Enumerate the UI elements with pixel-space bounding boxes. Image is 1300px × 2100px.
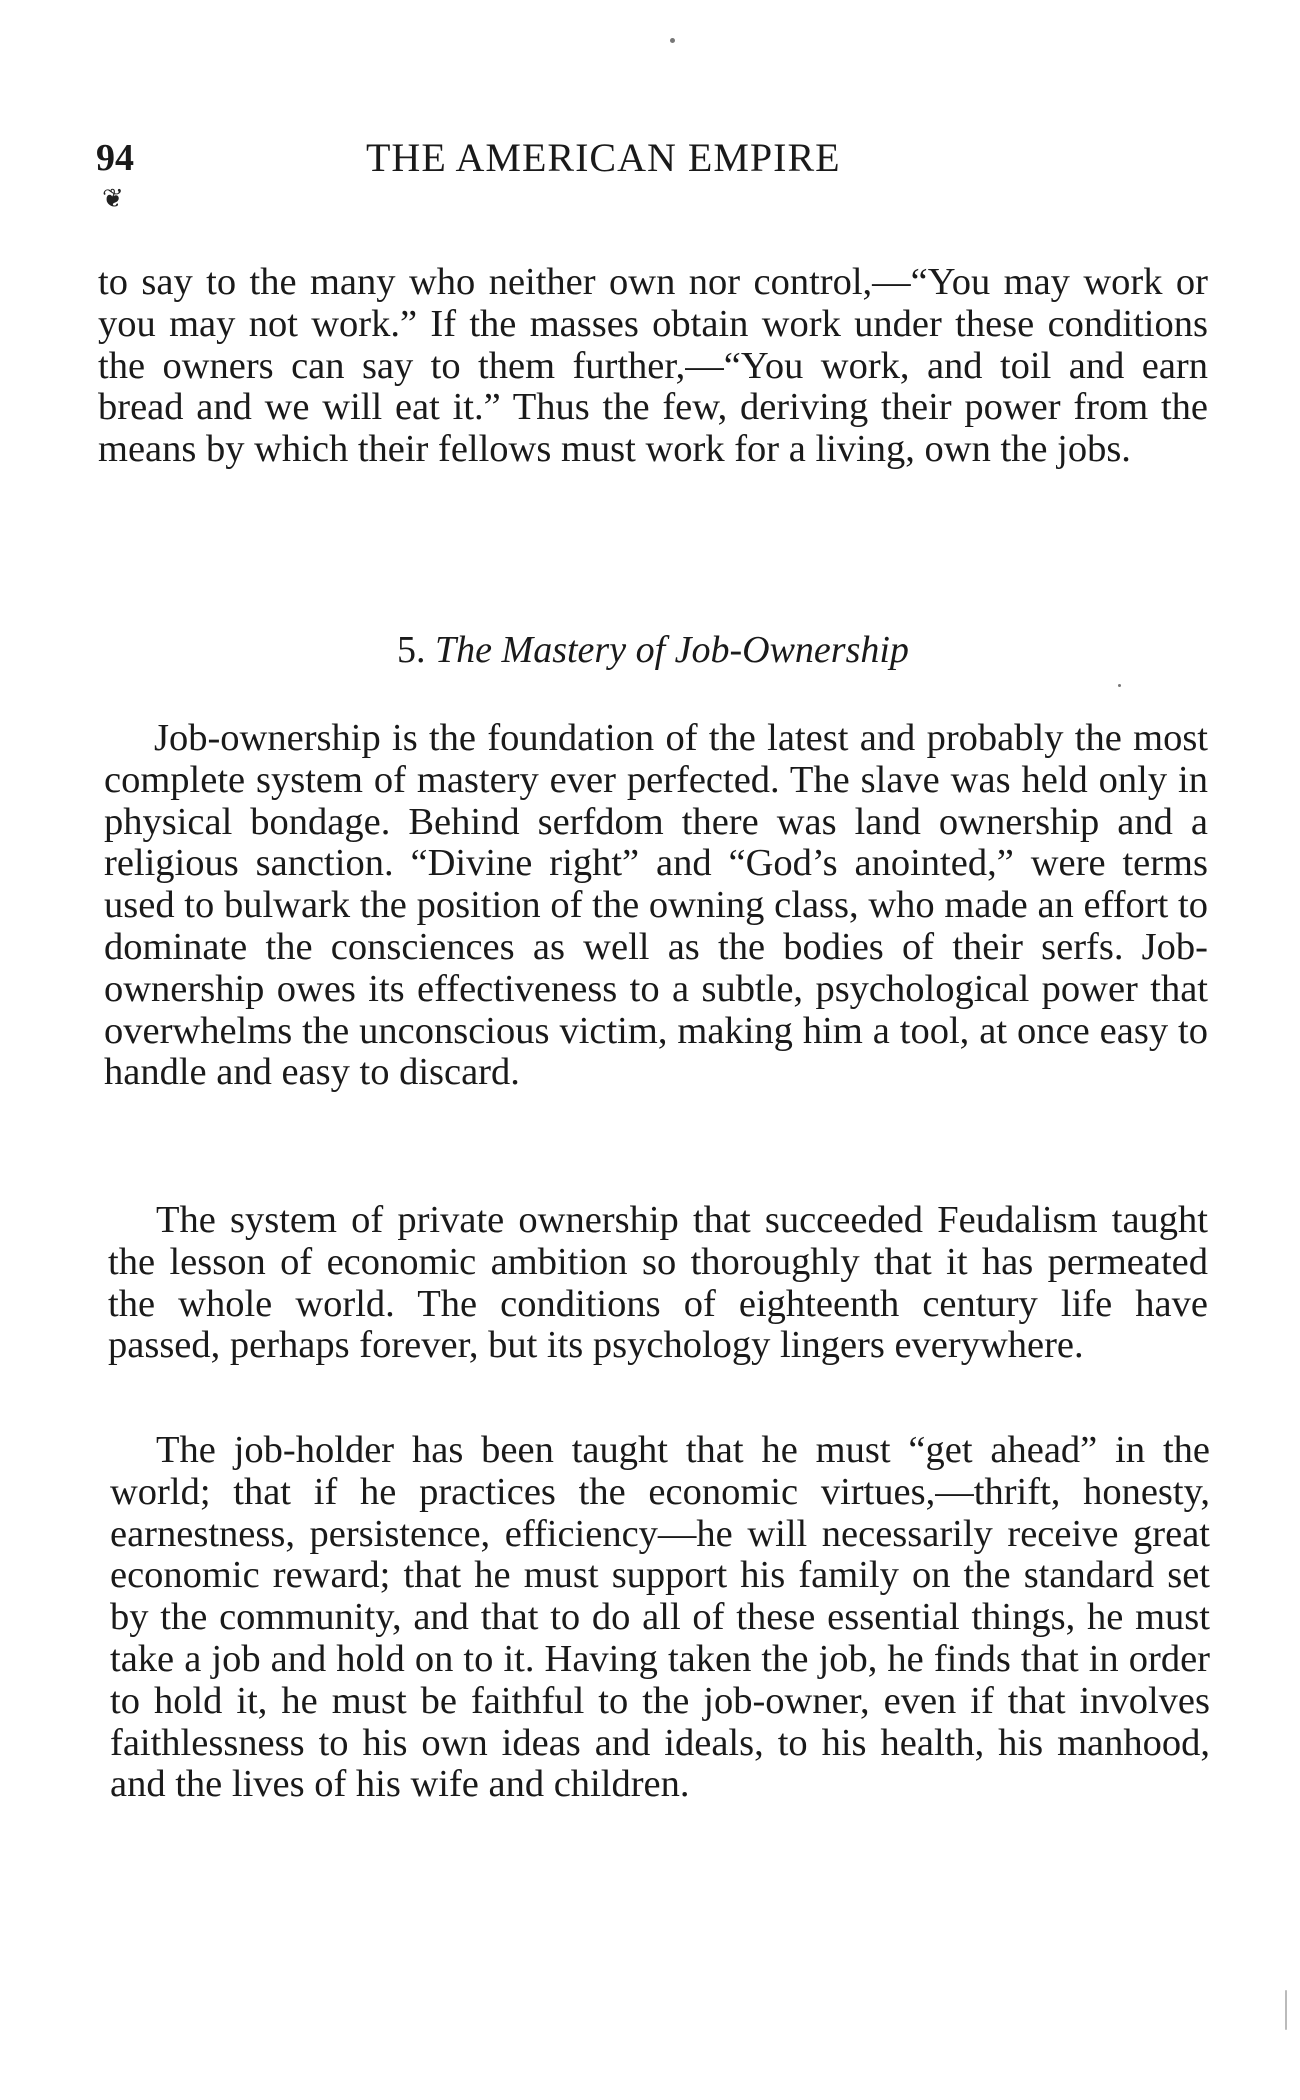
print-speck bbox=[1285, 1990, 1287, 2030]
print-speck bbox=[1118, 684, 1121, 687]
section-title: The Mastery of Job-Ownership bbox=[435, 629, 909, 671]
running-title: THE AMERICAN EMPIRE bbox=[366, 135, 841, 180]
paragraph-job-ownership: Job-ownership is the foundation of the latest and probably the most complete system of mastery ever perfected. The slave was held only in physical bondage. Behind serfdom there was land ownership and a religious sanction. “Divine right” and “God’s anointed,” were terms used to bulwark the position of the owning class, who made an effort to dominate the consciences as well as the bodies of their serfs. Job-ownership owes its effectiveness to a subtle, psychological power that overwhelms the unconscious victim, making him a tool, at once easy to handle and easy to discard. bbox=[104, 717, 1208, 1094]
section-number: 5. bbox=[397, 629, 426, 671]
fleuron-icon: ❦ bbox=[102, 184, 124, 213]
paragraph-continued: to say to the many who neither own nor control,—“You may work or you may not work.” If the masses obtain work under these conditions the owners can say to them further,—“You work, and toil and earn bread and we will eat it.” Thus the few, deriving their power from the means by which their fellows must work for a living, own the jobs. bbox=[98, 261, 1208, 471]
running-head bbox=[96, 128, 1216, 188]
page-number: 94 bbox=[96, 137, 134, 179]
paragraph-private-ownership: The system of private ownership that succeeded Feudalism taught the lesson of economic ambition so thoroughly that it has permeated the whole world. The conditions of eighteenth century life have passed, perhaps forever, but its psychology lingers everywhere. bbox=[108, 1199, 1208, 1367]
section-heading bbox=[98, 628, 1208, 672]
print-speck bbox=[670, 38, 675, 43]
paragraph-job-holder: The job-holder has been taught that he must “get ahead” in the world; that if he practices the economic virtues,—thrift, honesty, earnestness, persistence, efficiency—he will necessarily receive great economic reward; that he must support his family on the standard set by the community, and that to do all of these essential things, he must take a job and hold on to it. Having taken the job, he finds that in order to hold it, he must be faithful to the job-owner, even if that involves faithlessness to his own ideas and ideals, to his health, his manhood, and the lives of his wife and children. bbox=[110, 1429, 1210, 1806]
